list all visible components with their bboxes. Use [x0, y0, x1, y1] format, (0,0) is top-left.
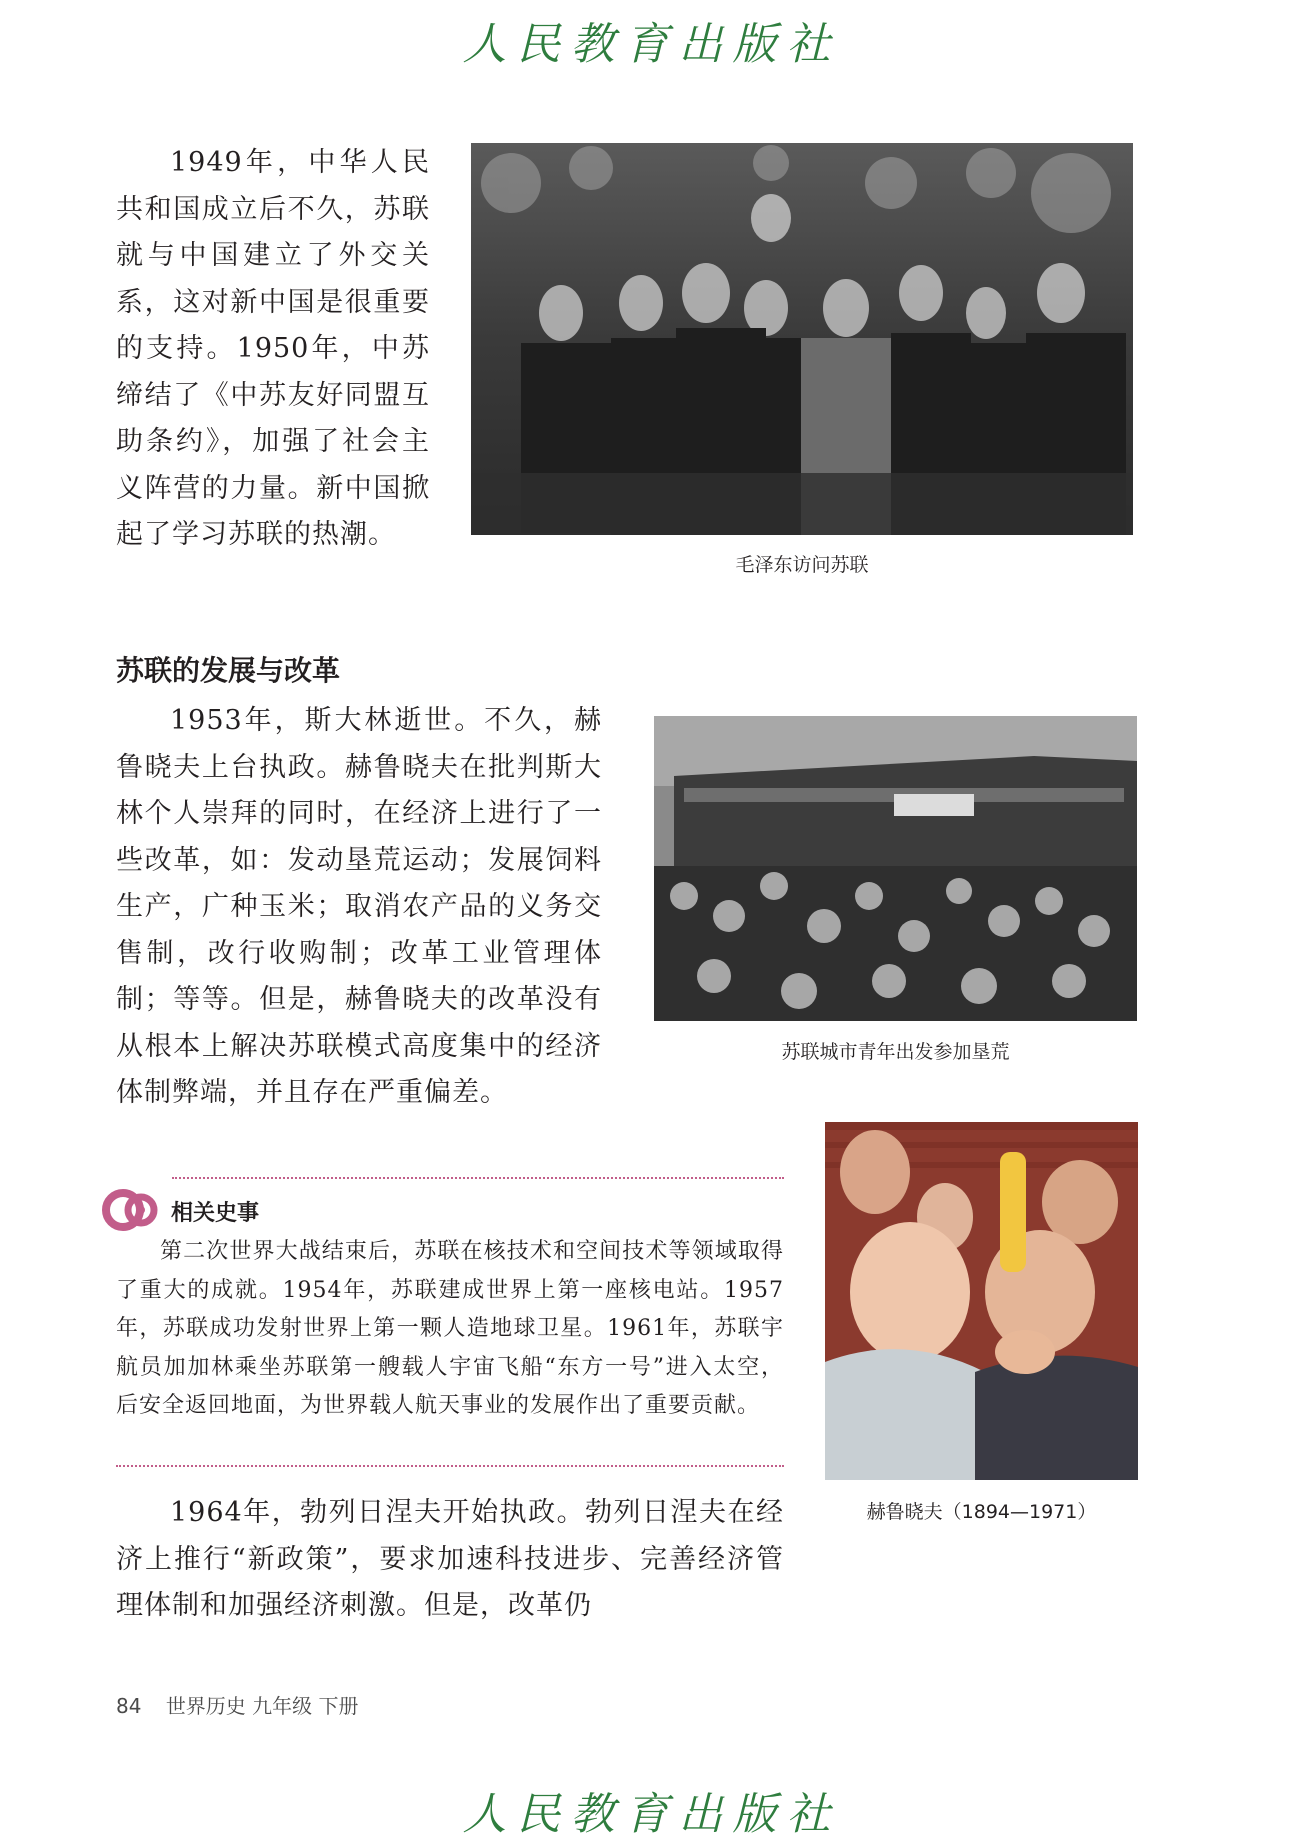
sidebar-text: 第二次世界大战结束后，苏联在核技术和空间技术等领域取得了重大的成就。1954年，苏联建成世界上第一座核电站。1957年，苏联成功发射世界上第一颗人造地球卫星。1961年，苏联宇航员加加林乘坐苏联第一艘载人宇宙飞船“东方一号”进入太空，后安全返回地面，为世界载人航天事业的发展作出了重要贡献。 — [116, 1239, 784, 1418]
photo-mao-visit — [471, 143, 1133, 535]
intro-paragraph: 1949年，中华人民共和国成立后不久，苏联就与中国建立了外交关系，这对新中国是很重要的支持。1950年，中苏缔结了《中苏友好同盟互助条约》，加强了社会主义阵营的力量。新中国掀起了学习苏联的热潮。 — [116, 147, 430, 550]
sidebar-top-border — [172, 1177, 784, 1179]
photo-khrushchev — [825, 1122, 1138, 1480]
figure-caption: 毛泽东访问苏联 — [735, 554, 869, 576]
publisher-logo-bottom: 人民教育出版社 — [462, 1789, 841, 1840]
figure-caption: 赫鲁晓夫（1894—1971） — [866, 1501, 1097, 1523]
book-title: 世界历史 九年级 下册 — [165, 1694, 359, 1718]
sidebar-title: 相关史事 — [171, 1201, 260, 1226]
section-heading: 苏联的发展与改革 — [116, 654, 341, 687]
section-paragraph: 1964年，勃列日涅夫开始执政。勃列日涅夫在经济上推行“新政策”，要求加速科技进步、完善经济管理体制和加强经济刺激。但是，改革仍 — [116, 1497, 784, 1621]
section-paragraph: 1953年，斯大林逝世。不久，赫鲁晓夫上台执政。赫鲁晓夫在批判斯大林个人崇拜的同时，在经济上进行了一些改革，如：发动垦荒运动；发展饲料生产，广种玉米；取消农产品的义务交售制，改行收购制；改革工业管理体制；等等。但是，赫鲁晓夫的改革没有从根本上解决苏联模式高度集中的经济体制弊端，并且存在严重偏差。 — [116, 705, 602, 1108]
photo-icon — [471, 143, 1133, 535]
publisher-logo-top: 人民教育出版社 — [462, 19, 841, 70]
sidebar-bottom-border — [116, 1465, 784, 1467]
photo-icon — [654, 716, 1137, 1021]
footer — [116, 1690, 359, 1719]
figure-caption: 苏联城市青年出发参加垦荒 — [781, 1041, 1010, 1063]
related-history-icon — [101, 1180, 161, 1240]
photo-icon — [825, 1122, 1138, 1480]
photo-virgin-lands — [654, 716, 1137, 1021]
page-number: 84 — [116, 1694, 142, 1718]
